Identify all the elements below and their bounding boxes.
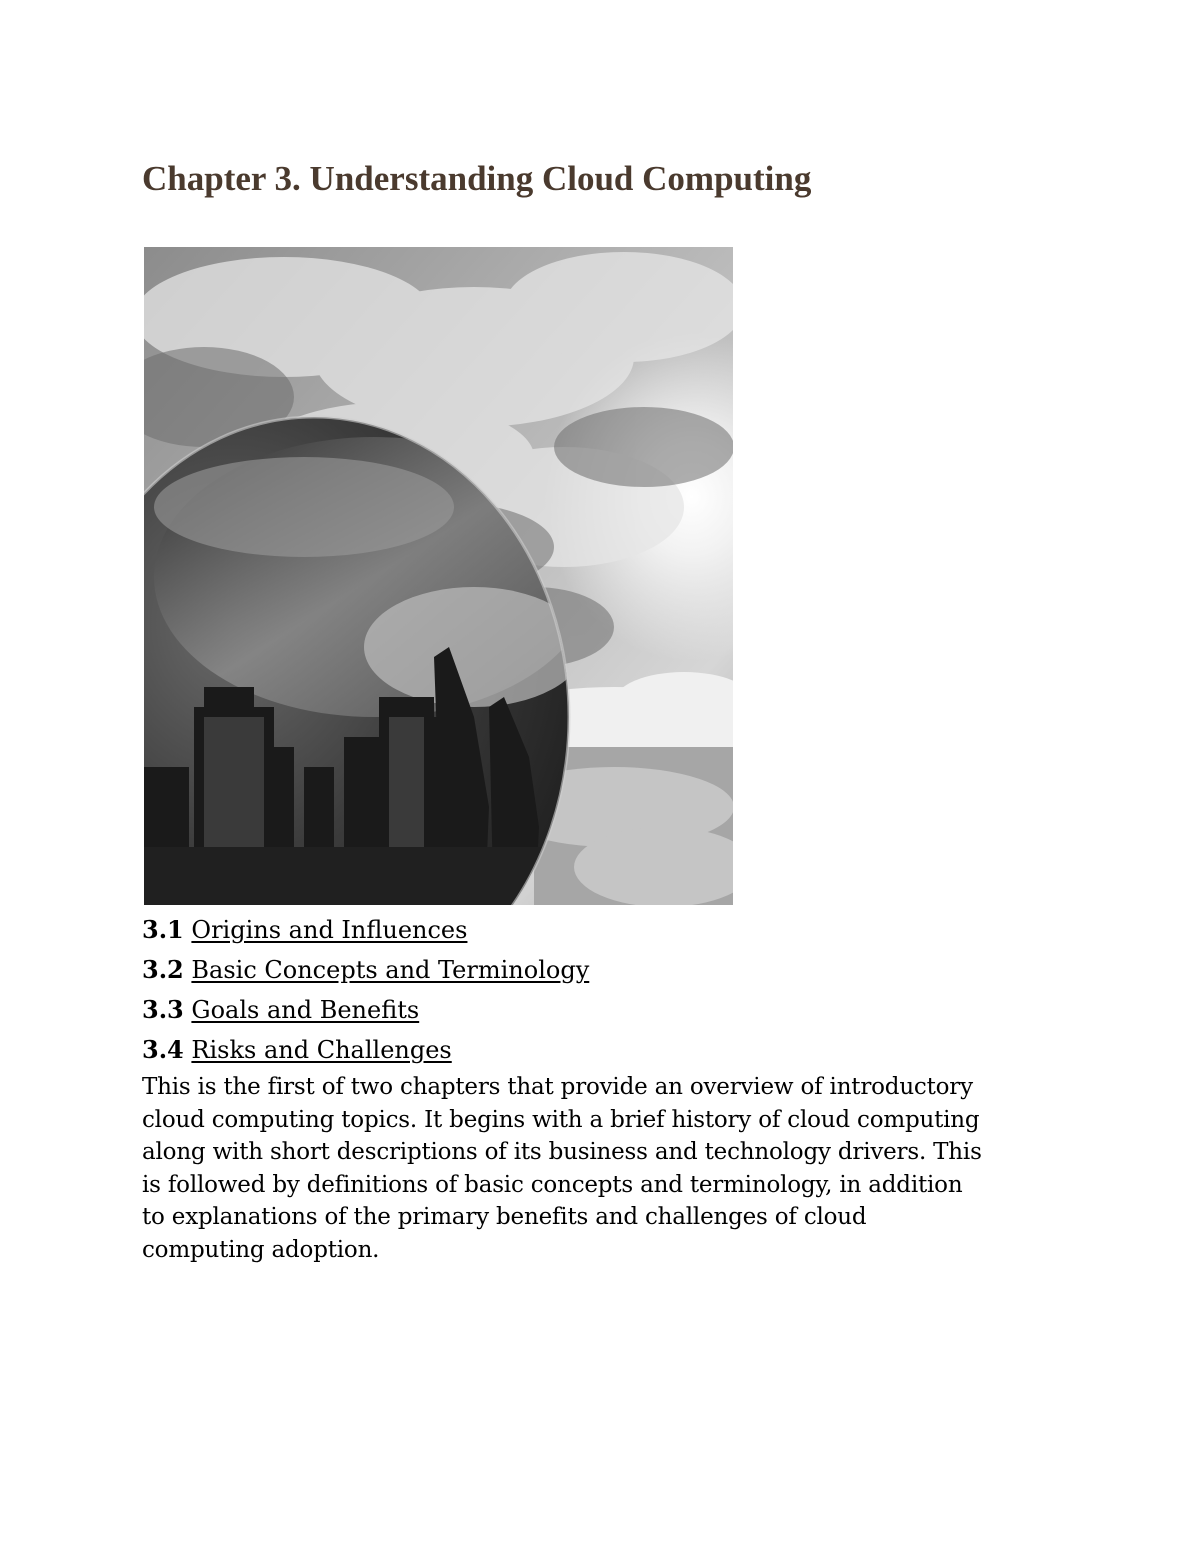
toc-number: 3.2 [142, 955, 184, 984]
toc-item [142, 990, 1102, 1030]
chapter-cover-photo [144, 247, 733, 905]
section-list [142, 910, 1102, 1070]
intro-line: This is the first of two chapters that provide an overview of introductory [142, 1074, 973, 1100]
intro-line: to explanations of the primary benefits and challenges of cloud [142, 1204, 867, 1230]
chapter-title: Chapter 3. Understanding Cloud Computing [142, 159, 812, 198]
toc-number: 3.1 [142, 915, 184, 944]
toc-link-basic-concepts[interactable]: Basic Concepts and Terminology [191, 956, 590, 984]
toc-number: 3.4 [142, 1035, 184, 1064]
toc-number: 3.3 [142, 995, 184, 1024]
intro-line: computing adoption. [142, 1236, 380, 1263]
cloud-reflection-photo [144, 247, 733, 905]
chapter-intro-paragraph [142, 1071, 1062, 1266]
toc-item [142, 910, 1102, 950]
toc-link-risks[interactable]: Risks and Challenges [191, 1036, 452, 1064]
toc-link-goals[interactable]: Goals and Benefits [191, 996, 420, 1024]
intro-line: cloud computing topics. It begins with a brief history of cloud computing [142, 1106, 980, 1133]
toc-item [142, 950, 1102, 990]
intro-line: along with short descriptions of its business and technology drivers. This [142, 1139, 982, 1165]
toc-item [142, 1030, 1102, 1070]
toc-link-origins[interactable]: Origins and Influences [191, 916, 468, 944]
intro-line: is followed by definitions of basic concepts and terminology, in addition [142, 1171, 963, 1198]
